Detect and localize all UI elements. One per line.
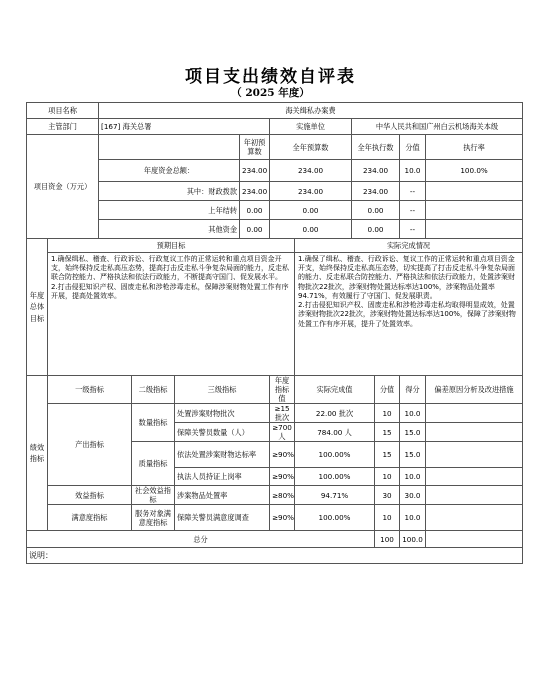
expected-goal-header: 预期目标 bbox=[48, 239, 295, 253]
perf-level1: 效益指标 bbox=[48, 486, 132, 505]
total-score: 100.0 bbox=[400, 531, 426, 548]
page-title: 项目支出绩效自评表 bbox=[185, 67, 356, 87]
self-evaluation-table bbox=[26, 102, 523, 564]
perf-weight: 15 bbox=[375, 442, 400, 468]
funds-row-label: 其他资金 bbox=[99, 220, 240, 239]
funds-rate bbox=[426, 201, 523, 220]
funds-row-label: 其中：财政拨款 bbox=[99, 182, 240, 201]
table-row bbox=[27, 486, 523, 505]
perf-weight: 30 bbox=[375, 486, 400, 505]
perf-target: ≥80% bbox=[270, 486, 295, 505]
perf-score: 15.0 bbox=[400, 423, 426, 442]
funds-score-value: -- bbox=[400, 182, 426, 201]
perf-header-level2: 二级指标 bbox=[132, 376, 175, 404]
perf-score: 10.0 bbox=[400, 468, 426, 486]
funds-row-label: 上年结转 bbox=[99, 201, 240, 220]
funds-header-executed: 全年执行数 bbox=[352, 135, 400, 160]
perf-weight: 15 bbox=[375, 423, 400, 442]
actual-text: 1.确保了缉私、稽查、行政诉讼、复议工作的正常运转和重点项目资金开支，始终保持反走私高压态势，切实提高了打击反走私斗争复杂局面的能力、反走私联合防控能力、严格执法和依法行政能力，处置涉案财物批次22批次，涉案财物处置达标率达100%，涉案物品处置率94.71%，有效履行了守国门、促发展职责。 2.打击侵犯知识产权、固废走私和涉枪涉毒走私均取得明显成效，处置涉案财物批次22批次，涉案财物处置达标率达100%，保障了涉案财物处置工作有序开展，提升了处置效率。 bbox=[295, 253, 523, 376]
funds-header-score-value: 分值 bbox=[400, 135, 426, 160]
perf-target: ≥15 批次 bbox=[270, 404, 295, 423]
perf-actual: 22.00 批次 bbox=[295, 404, 375, 423]
funds-executed: 234.00 bbox=[352, 182, 400, 201]
funds-row bbox=[27, 220, 523, 239]
funds-rate bbox=[426, 182, 523, 201]
perf-section-label: 绩效指标 bbox=[27, 376, 48, 531]
table-row bbox=[27, 505, 523, 531]
funds-annual: 0.00 bbox=[270, 201, 352, 220]
funds-row bbox=[27, 182, 523, 201]
perf-score: 10.0 bbox=[400, 505, 426, 531]
funds-row bbox=[27, 201, 523, 220]
funds-score-value: -- bbox=[400, 220, 426, 239]
perf-level1: 产出指标 bbox=[48, 404, 132, 486]
perf-weight: 10 bbox=[375, 505, 400, 531]
perf-header-score: 得分 bbox=[400, 376, 426, 404]
perf-header-target: 年度指标值 bbox=[270, 376, 295, 404]
funds-executed: 234.00 bbox=[352, 160, 400, 182]
perf-level2: 质量指标 bbox=[132, 442, 175, 486]
perf-weight: 10 bbox=[375, 404, 400, 423]
project-name-label: 项目名称 bbox=[27, 103, 99, 119]
expected-goal-text: 1.确保缉私、稽查、行政诉讼、行政复议工作的正常运转和重点项目资金开支，始终保持反走私高压态势，提高打击反走私斗争复杂局面的能力，反走私联合防控能力、严格执法和依法行政能力，不断提高守国门、促发展水平。 2.打击侵犯知识产权、固废走私和涉枪涉毒走私，保障涉案财物处置工作有序开展，提高处置效率。 bbox=[48, 253, 295, 376]
actual-header: 实际完成情况 bbox=[295, 239, 523, 253]
funds-header-rate: 执行率 bbox=[426, 135, 523, 160]
funds-score-value: 10.0 bbox=[400, 160, 426, 182]
perf-header-deviation: 偏差原因分析及改进措施 bbox=[426, 376, 523, 404]
perf-actual: 94.71% bbox=[295, 486, 375, 505]
funds-annual: 234.00 bbox=[270, 182, 352, 201]
impl-unit-label: 实施单位 bbox=[270, 119, 352, 135]
perf-actual: 100.00% bbox=[295, 442, 375, 468]
funds-initial: 0.00 bbox=[240, 201, 270, 220]
funds-rate bbox=[426, 220, 523, 239]
perf-level3: 依法处置涉案财物达标率 bbox=[175, 442, 270, 468]
perf-weight: 10 bbox=[375, 468, 400, 486]
perf-target: ≥90% bbox=[270, 468, 295, 486]
note-label: 说明： bbox=[27, 548, 523, 564]
funds-annual: 234.00 bbox=[270, 160, 352, 182]
perf-header-level1: 一级指标 bbox=[48, 376, 132, 404]
perf-level3: 保障关警员数量（人） bbox=[175, 423, 270, 442]
dept-label: 主管部门 bbox=[27, 119, 99, 135]
perf-score: 30.0 bbox=[400, 486, 426, 505]
perf-score: 15.0 bbox=[400, 442, 426, 468]
funds-initial: 234.00 bbox=[240, 182, 270, 201]
perf-target: ≥700 人 bbox=[270, 423, 295, 442]
funds-annual: 0.00 bbox=[270, 220, 352, 239]
funds-initial: 0.00 bbox=[240, 220, 270, 239]
perf-actual: 100.00% bbox=[295, 505, 375, 531]
total-weight: 100 bbox=[375, 531, 400, 548]
perf-level2: 数量指标 bbox=[132, 404, 175, 442]
perf-header-level3: 三级指标 bbox=[175, 376, 270, 404]
perf-level3: 执法人员持证上岗率 bbox=[175, 468, 270, 486]
perf-target: ≥90% bbox=[270, 442, 295, 468]
perf-header-actual: 实际完成值 bbox=[295, 376, 375, 404]
funds-executed: 0.00 bbox=[352, 201, 400, 220]
funds-rate: 100.0% bbox=[426, 160, 523, 182]
perf-level3: 保障关警员满意度调查 bbox=[175, 505, 270, 531]
perf-actual: 100.00% bbox=[295, 468, 375, 486]
goals-section-label: 年度总体目标 bbox=[27, 239, 48, 376]
dept-value: [167] 海关总署 bbox=[99, 119, 270, 135]
perf-level2: 社会效益指标 bbox=[132, 486, 175, 505]
table-row bbox=[27, 404, 523, 423]
perf-level1: 满意度指标 bbox=[48, 505, 132, 531]
total-label: 总分 bbox=[27, 531, 375, 548]
perf-level3: 涉案物品处置率 bbox=[175, 486, 270, 505]
perf-actual: 784.00 人 bbox=[295, 423, 375, 442]
funds-score-value: -- bbox=[400, 201, 426, 220]
impl-unit-value: 中华人民共和国广州白云机场海关本级 bbox=[352, 119, 523, 135]
page-subtitle: （ 2025 年度） bbox=[231, 87, 310, 99]
perf-level3: 处置涉案财物批次 bbox=[175, 404, 270, 423]
funds-executed: 0.00 bbox=[352, 220, 400, 239]
funds-section-label: 项目资金（万元） bbox=[27, 135, 99, 239]
perf-target: ≥90% bbox=[270, 505, 295, 531]
perf-header-weight: 分值 bbox=[375, 376, 400, 404]
perf-score: 10.0 bbox=[400, 404, 426, 423]
funds-header-initial: 年初预算数 bbox=[240, 135, 270, 160]
funds-row bbox=[27, 160, 523, 182]
funds-header-annual: 全年预算数 bbox=[270, 135, 352, 160]
perf-level2: 服务对象满意度指标 bbox=[132, 505, 175, 531]
funds-initial: 234.00 bbox=[240, 160, 270, 182]
project-name-value: 海关缉私办案费 bbox=[99, 103, 523, 119]
funds-row-label: 年度资金总额： bbox=[99, 160, 240, 182]
